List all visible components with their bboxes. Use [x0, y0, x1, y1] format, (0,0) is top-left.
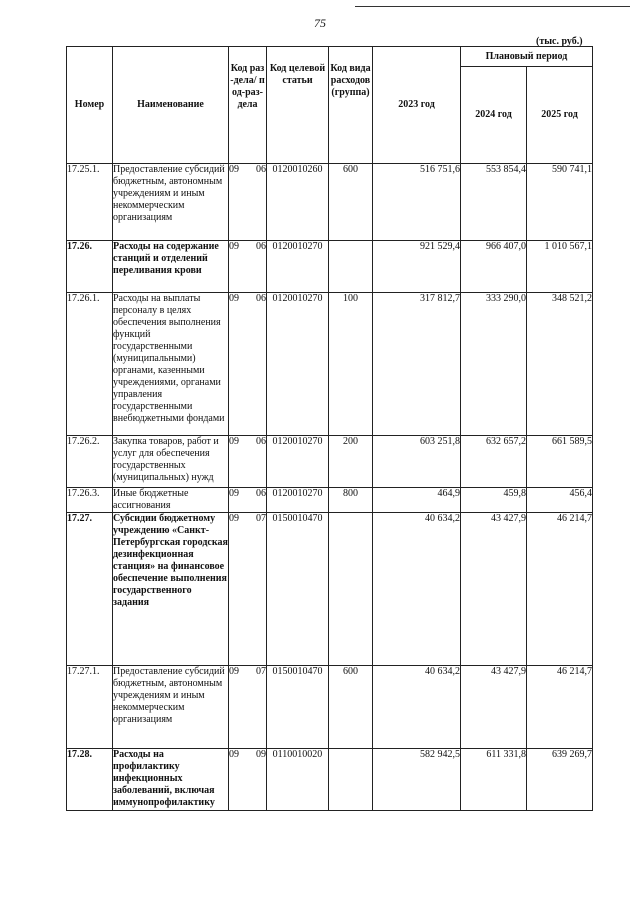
- row-expense-type: 800: [329, 488, 373, 513]
- row-amount-2024: 459,8: [461, 488, 527, 513]
- row-name: Предоставление субсидий бюджетным, автономным учреждениям и иным некоммерческим организациям: [113, 164, 229, 241]
- row-expense-type: 600: [329, 164, 373, 241]
- row-amount-2023: 516 751,6: [373, 164, 461, 241]
- row-number: 17.26.3.: [67, 488, 113, 513]
- table-row: [67, 749, 593, 811]
- row-subsection: 07: [256, 666, 266, 677]
- row-amount-2023: 921 529,4: [373, 241, 461, 293]
- row-amount-2025: 661 589,5: [527, 436, 593, 488]
- header-target-code: Код целевой статьи: [267, 47, 329, 164]
- row-amount-2024: 553 854,4: [461, 164, 527, 241]
- row-section: 09: [229, 293, 239, 304]
- row-target-code: 0120010270: [267, 436, 329, 488]
- table-row: [67, 488, 593, 513]
- row-amount-2023: 464,9: [373, 488, 461, 513]
- row-section: 09: [229, 436, 239, 447]
- row-number: 17.26.1.: [67, 293, 113, 436]
- row-name: Расходы на выплаты персоналу в целях обеспечения выполнения функций государственными (муниципальными) органами, казенными учреждениями, органами управления государственными внебюджетными фондами: [113, 293, 229, 436]
- row-number: 17.26.: [67, 241, 113, 293]
- table-row: [67, 241, 593, 293]
- row-target-code: 0120010260: [267, 164, 329, 241]
- row-target-code: 0120010270: [267, 293, 329, 436]
- row-amount-2025: 639 269,7: [527, 749, 593, 811]
- row-section-code: [229, 241, 267, 293]
- row-section-code: [229, 666, 267, 749]
- row-amount-2023: 40 634,2: [373, 666, 461, 749]
- units-label: (тыс. руб.): [536, 36, 583, 47]
- row-section: 09: [229, 749, 239, 760]
- row-amount-2023: 603 251,8: [373, 436, 461, 488]
- row-subsection: 06: [256, 436, 266, 447]
- header-number: Номер: [67, 47, 113, 164]
- header-section-code: Код раз-дела/ под-раз-дела: [229, 47, 267, 164]
- table-row: [67, 513, 593, 666]
- row-amount-2024: 333 290,0: [461, 293, 527, 436]
- row-target-code: 0150010470: [267, 513, 329, 666]
- row-amount-2023: 40 634,2: [373, 513, 461, 666]
- row-name: Расходы на содержание станций и отделений переливания крови: [113, 241, 229, 293]
- row-expense-type: [329, 749, 373, 811]
- row-number: 17.27.: [67, 513, 113, 666]
- table-row: [67, 436, 593, 488]
- row-target-code: 0150010470: [267, 666, 329, 749]
- row-expense-type: [329, 513, 373, 666]
- row-subsection: 09: [256, 749, 266, 760]
- table-header: [67, 47, 593, 164]
- row-amount-2024: 43 427,9: [461, 666, 527, 749]
- table-row: [67, 293, 593, 436]
- row-amount-2025: 1 010 567,1: [527, 241, 593, 293]
- table-row: [67, 164, 593, 241]
- header-expense-type: Код вида расходов (группа): [329, 47, 373, 164]
- row-section-code: [229, 436, 267, 488]
- row-subsection: 07: [256, 513, 266, 524]
- row-section-code: [229, 488, 267, 513]
- row-target-code: 0120010270: [267, 488, 329, 513]
- table-row: [67, 666, 593, 749]
- row-amount-2024: 611 331,8: [461, 749, 527, 811]
- table-body: [67, 164, 593, 811]
- row-target-code: 0120010270: [267, 241, 329, 293]
- row-name: Предоставление субсидий бюджетным, автономным учреждениям и иным некоммерческим организациям: [113, 666, 229, 749]
- page-number: 75: [314, 16, 326, 30]
- header-2024: 2024 год: [461, 67, 527, 164]
- header-name: Наименование: [113, 47, 229, 164]
- row-section-code: [229, 293, 267, 436]
- row-subsection: 06: [256, 164, 266, 175]
- top-rule: [355, 6, 630, 7]
- row-number: 17.28.: [67, 749, 113, 811]
- row-section: 09: [229, 241, 239, 252]
- budget-table: [66, 46, 593, 811]
- row-section-code: [229, 164, 267, 241]
- row-section-code: [229, 749, 267, 811]
- row-number: 17.27.1.: [67, 666, 113, 749]
- header-2025: 2025 год: [527, 67, 593, 164]
- row-target-code: 0110010020: [267, 749, 329, 811]
- row-expense-type: [329, 241, 373, 293]
- row-subsection: 06: [256, 293, 266, 304]
- row-subsection: 06: [256, 241, 266, 252]
- row-expense-type: 200: [329, 436, 373, 488]
- row-amount-2025: 46 214,7: [527, 666, 593, 749]
- row-section: 09: [229, 513, 239, 524]
- header-planned-period: Плановый период: [461, 47, 593, 67]
- row-amount-2025: 456,4: [527, 488, 593, 513]
- row-section-code: [229, 513, 267, 666]
- row-amount-2025: 590 741,1: [527, 164, 593, 241]
- row-section: 09: [229, 164, 239, 175]
- row-section: 09: [229, 666, 239, 677]
- row-amount-2024: 966 407,0: [461, 241, 527, 293]
- row-number: 17.26.2.: [67, 436, 113, 488]
- row-amount-2025: 46 214,7: [527, 513, 593, 666]
- row-amount-2024: 632 657,2: [461, 436, 527, 488]
- row-name: Расходы на профилактику инфекционных заболеваний, включая иммунопрофилактику: [113, 749, 229, 811]
- row-subsection: 06: [256, 488, 266, 499]
- row-amount-2023: 582 942,5: [373, 749, 461, 811]
- row-section: 09: [229, 488, 239, 499]
- row-amount-2024: 43 427,9: [461, 513, 527, 666]
- row-expense-type: 100: [329, 293, 373, 436]
- row-number: 17.25.1.: [67, 164, 113, 241]
- row-expense-type: 600: [329, 666, 373, 749]
- row-amount-2023: 317 812,7: [373, 293, 461, 436]
- row-name: Закупка товаров, работ и услуг для обеспечения государственных (муниципальных) нужд: [113, 436, 229, 488]
- header-2023: 2023 год: [373, 47, 461, 164]
- row-amount-2025: 348 521,2: [527, 293, 593, 436]
- row-name: Субсидии бюджетному учреждению «Санкт-Петербургская городская дезинфекционная станция» на финансовое обеспечение выполнения государственного задания: [113, 513, 229, 666]
- row-name: Иные бюджетные ассигнования: [113, 488, 229, 513]
